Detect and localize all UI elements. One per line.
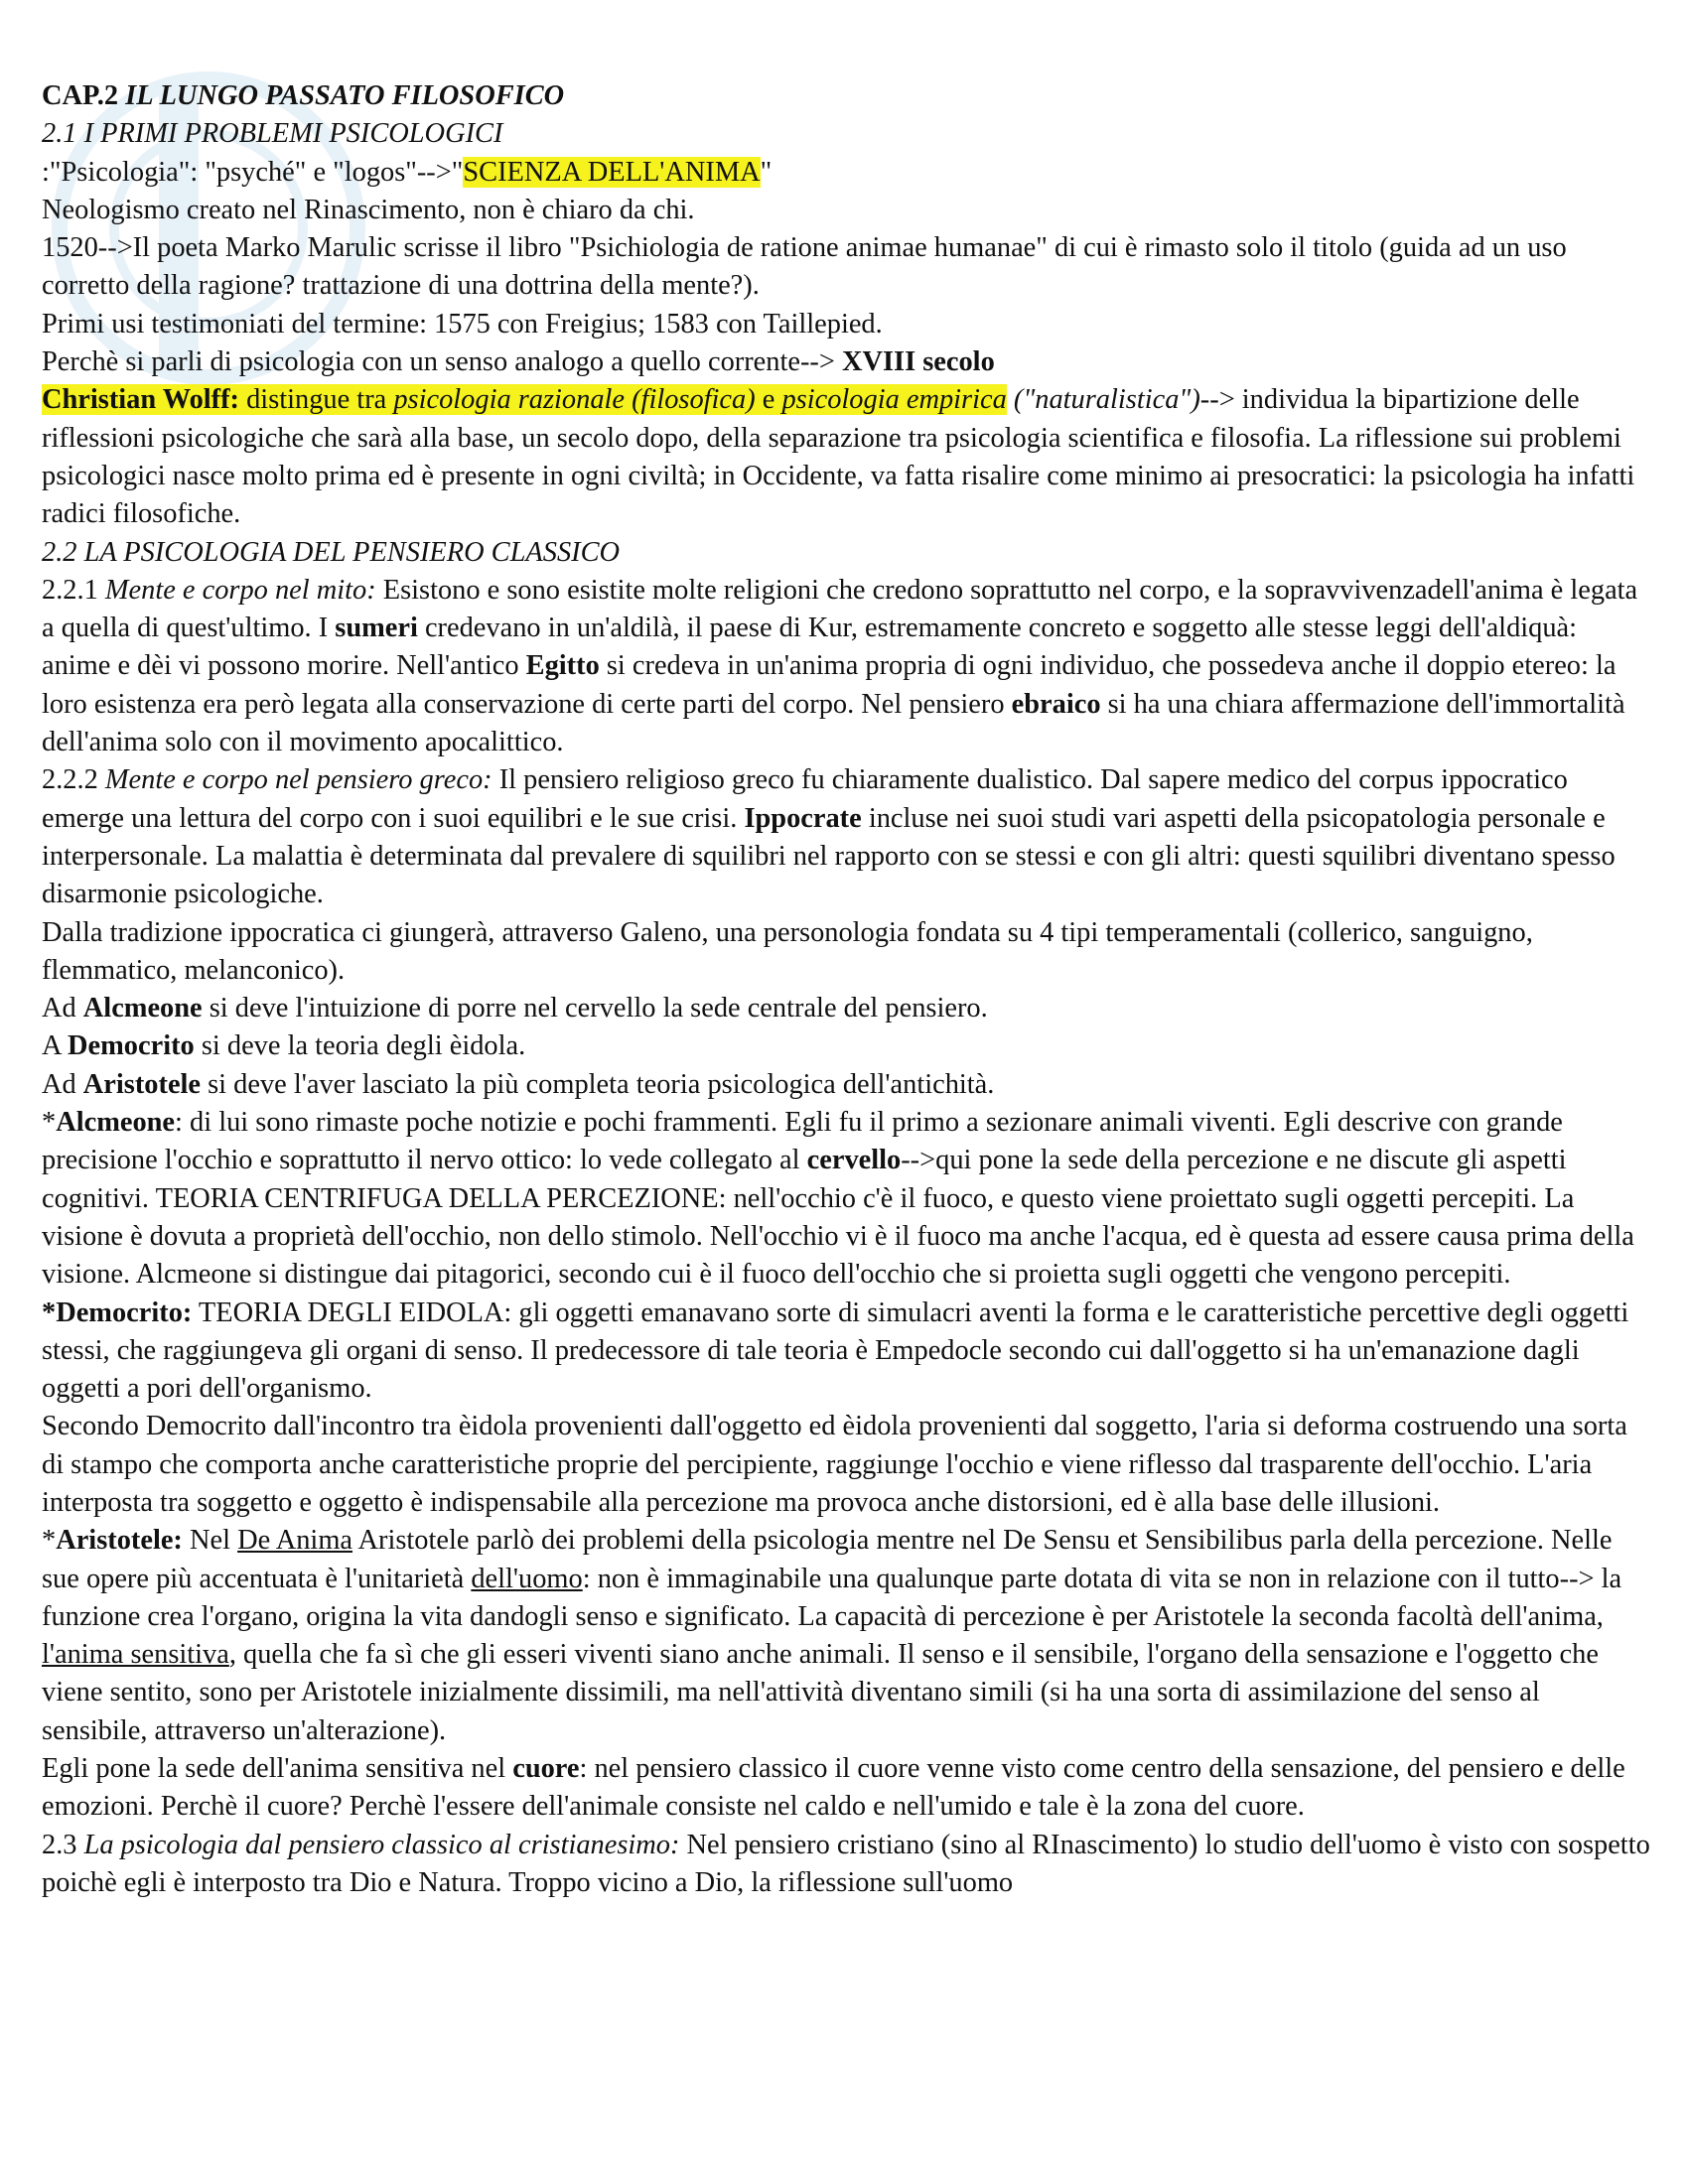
chapter-title	[42, 77, 1650, 115]
paragraph-cuore: Egli pone la sede dell'anima sensitiva nel cuore: nel pensiero classico il cuore venne visto come centro della sensazione, del pensiero e delle emozioni. Perchè il cuore? Perchè l'essere dell'animale consiste nel caldo e nell'umido e tale è la zona del cuore.	[42, 1753, 1625, 1823]
paragraph-wolff: Christian Wolff: distingue tra psicologia razionale (filosofica) e psicologia empirica ("naturalistica")--> individua la bipartizione delle riflessioni psicologiche che sarà alla base, un secolo dopo, della separazione tra psicologia scientifica e filosofia. La riflessione sui problemi psicologici nasce molto prima ed è presente in ogni civiltà; in Occidente, va fatta risalire come minimo ai presocratici: la psicologia ha infatti radici filosofiche.	[42, 384, 1635, 530]
paragraph-pensiero-greco: 2.2.2 Mente e corpo nel pensiero greco: Il pensiero religioso greco fu chiaramente dualistico. Dal sapere medico del corpus ippocratico emerge una lettura del corpo con i suoi equilibri e le sue crisi. Ippocrate incluse nei suoi studi vari aspetti della psicopatologia personale e interpersonale. La malattia è determinata dal prevalere di squilibri nel rapporto con se stessi e con gli altri: questi squilibri diventano spesso disarmonie psicologiche.	[42, 764, 1616, 910]
paragraph-aristotele: *Aristotele: Nel De Anima Aristotele parlò dei problemi della psicologia mentre nel De Sensu et Sensibilibus parla della percezione. Nelle sue opere più accentuata è l'unitarietà dell'uomo: non è immaginabile una qualunque parte dotata di vita se non in relazione con il tutto--> la funzione crea l'organo, origina la vita dandogli senso e significato. La capacità di percezione è per Aristotele la seconda facoltà dell'anima, l'anima sensitiva, quella che fa sì che gli esseri viventi siano anche animali. Il senso e il sensibile, l'organo della sensazione e l'oggetto che viene sentito, sono per Aristotele inizialmente dissimili, ma nell'attività diventano simili (si ha una sorta di assimilazione del senso al sensibile, attraverso un'alterazione).	[42, 1525, 1622, 1746]
chapter-title-text: IL LUNGO PASSATO FILOSOFICO	[125, 80, 565, 111]
chapter-number: CAP.2	[42, 80, 119, 111]
paragraph-psicologia-etymology: :"Psicologia": "psyché" e "logos"-->"SCIENZA DELL'ANIMA"	[42, 156, 773, 188]
paragraph-neologismo: Neologismo creato nel Rinascimento, non è chiaro da chi.	[42, 194, 695, 225]
section-heading-2-2: 2.2 LA PSICOLOGIA DEL PENSIERO CLASSICO	[42, 536, 621, 568]
highlight-wolff: Christian Wolff: distingue tra psicologia razionale (filosofica) e psicologia empirica	[42, 384, 1007, 416]
line-democrito: A Democrito si deve la teoria degli èidola.	[42, 1030, 526, 1062]
paragraph-galeno: Dalla tradizione ippocratica ci giungerà, attraverso Galeno, una personologia fondata su 4 tipi temperamentali (collerico, sanguigno, flemmatico, melanconico).	[42, 916, 1533, 986]
paragraph-democrito-eidola: Secondo Democrito dall'incontro tra èidola provenienti dall'oggetto ed èidola provenienti dal soggetto, l'aria si deforma costruendo una sorta di stampo che comporta anche caratteristiche proprie del percipiente, raggiunge l'occhio e viene riflesso dal trasparente dell'occhio. L'aria interposta tra soggetto e oggetto è indispensabile alla percezione ma provoca anche distorsioni, ed è alla base delle illusioni.	[42, 1411, 1627, 1518]
line-alcmeone: Ad Alcmeone si deve l'intuizione di porre nel cervello la sede centrale del pensiero.	[42, 993, 988, 1024]
paragraph-cristianesimo: 2.3 La psicologia dal pensiero classico al cristianesimo: Nel pensiero cristiano (sino al RInascimento) lo studio dell'uomo è visto con sospetto poichè egli è interposto tra Dio e Natura. Troppo vicino a Dio, la riflessione sull'uomo	[42, 1829, 1650, 1898]
highlight-scienza-anima: SCIENZA DELL'ANIMA	[463, 156, 761, 188]
paragraph-democrito: *Democrito: TEORIA DEGLI EIDOLA: gli oggetti emanavano sorte di simulacri aventi la forma e le caratteristiche percettive degli oggetti stessi, che raggiungeva gli organi di senso. Il predecessore di tale teoria è Empedocle secondo cui dall'oggetto si ha un'emanazione dagli oggetti a pori dell'organismo.	[42, 1297, 1629, 1405]
section-heading-2-1: 2.1 I PRIMI PROBLEMI PSICOLOGICI	[42, 118, 503, 150]
document-body	[42, 77, 1650, 1902]
paragraph-mente-corpo-mito: 2.2.1 Mente e corpo nel mito: Esistono e sono esistite molte religioni che credono soprattutto nel corpo, e la sopravvivenzadell'anima è legata a quella di quest'ultimo. I sumeri credevano in un'aldilà, il paese di Kur, estremamente concreto e soggetto alle stesse leggi dell'aldiquà: anime e dèi vi possono morire. Nell'antico Egitto si credeva in un'anima propria di ogni individuo, che possedeva anche il doppio etereo: la loro esistenza era però legata alla conservazione di certe parti del corpo. Nel pensiero ebraico si ha una chiara affermazione dell'immortalità dell'anima solo con il movimento apocalittico.	[42, 574, 1638, 758]
paragraph-xviii-secolo: Perchè si parli di psicologia con un senso analogo a quello corrente--> XVIII secolo	[42, 346, 995, 378]
paragraph-marulic: 1520-->Il poeta Marko Marulic scrisse il libro "Psichiologia de ratione animae humanae" di cui è rimasto solo il titolo (guida ad un uso corretto della ragione? trattazione di una dottrina della mente?).	[42, 232, 1567, 302]
paragraph-alcmeone: *Alcmeone: di lui sono rimaste poche notizie e pochi frammenti. Egli fu il primo a sezionare animali viventi. Egli descrive con grande precisione l'occhio e soprattutto il nervo ottico: lo vede collegato al cervello-->qui pone la sede della percezione e ne discute gli aspetti cognitivi. TEORIA CENTRIFUGA DELLA PERCEZIONE: nell'occhio c'è il fuoco, e questo viene proiettato sugli oggetti percepiti. La visione è dovuta a proprietà dell'occhio, non dello stimolo. Nell'occhio vi è il fuoco ma anche l'acqua, ed è questa ad essere causa prima della visione. Alcmeone si distingue dai pitagorici, secondo cui è il fuoco dell'occhio che si proietta sugli oggetti che vengono percepiti.	[42, 1107, 1634, 1291]
line-aristotele: Ad Aristotele si deve l'aver lasciato la più completa teoria psicologica dell'antichità.	[42, 1068, 995, 1100]
paragraph-primi-usi: Primi usi testimoniati del termine: 1575 con Freigius; 1583 con Taillepied.	[42, 308, 883, 340]
